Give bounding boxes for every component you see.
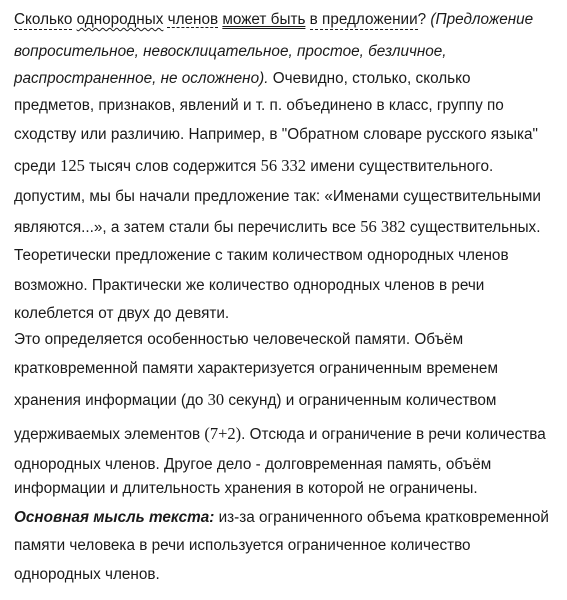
parsed-word-adverbial: Сколько <box>14 11 73 28</box>
text-line-5: сходству или различию. Например, в "Обратном словаре русского языка" <box>14 126 538 143</box>
parsed-word-attribute: однородных <box>76 11 164 28</box>
text-line-3: распространенное, не осложнено). Очевидно, столько, сколько <box>14 70 471 87</box>
text-line-2: вопросительное, невосклицательное, простое, безличное, <box>14 43 447 60</box>
text-line-6: среди 125 тысяч слов содержится 56 332 имени существительного. <box>14 156 494 175</box>
text-line-4: предметов, признаков, явлений и т. п. объединено в класс, группу по <box>14 97 504 114</box>
text-line-17: информации и длительность хранения в которой не ограничены. <box>14 480 478 497</box>
text-line-9: Теоретически предложение с таким количеством однородных членов <box>14 247 509 264</box>
number-125: 125 <box>60 156 85 175</box>
text-line-8: являются...», а затем стали бы перечислить все 56 382 существительных. <box>14 217 541 236</box>
text-line-18: Основная мысль текста: из-за ограниченного объема кратковременной <box>14 509 549 526</box>
main-idea-label: Основная мысль текста: <box>14 509 215 526</box>
text-line-16: однородных членов. Другое дело - долговременная память, объём <box>14 456 492 473</box>
text-line-1: Сколько однородных членов может быть в предложении? (Предложение <box>14 11 534 28</box>
number-56332: 56 332 <box>260 156 306 175</box>
text-line-11: колеблется от двух до девяти. <box>14 305 230 322</box>
text-line-12: Это определяется особенностью человеческой памяти. Объём <box>14 331 464 348</box>
number-7-2: (7+2) <box>204 424 242 443</box>
text-line-14: хранения информации (до 30 секунд) и ограниченным количеством <box>14 390 497 409</box>
text-line-15: удерживаемых элементов (7+2). Отсюда и ограничение в речи количества <box>14 424 546 443</box>
number-30: 30 <box>207 390 225 409</box>
text-line-7: допустим, мы бы начали предложение так: «Именами существительными <box>14 188 541 205</box>
parsed-word-predicate: может быть <box>222 11 306 28</box>
text-line-13: кратковременной памяти характеризуется ограниченным временем <box>14 360 498 377</box>
text-line-19: памяти человека в речи используется ограниченное количество <box>14 537 471 554</box>
number-56382: 56 382 <box>360 217 406 236</box>
parsed-word-object: членов <box>167 11 219 28</box>
parsed-word-adverbial-place: в предложении <box>309 11 418 28</box>
sentence-characteristic: (Предложение <box>430 11 534 28</box>
text-line-20: однородных членов. <box>14 566 160 583</box>
text-line-10: возможно. Практически же количество однородных членов в речи <box>14 277 485 294</box>
